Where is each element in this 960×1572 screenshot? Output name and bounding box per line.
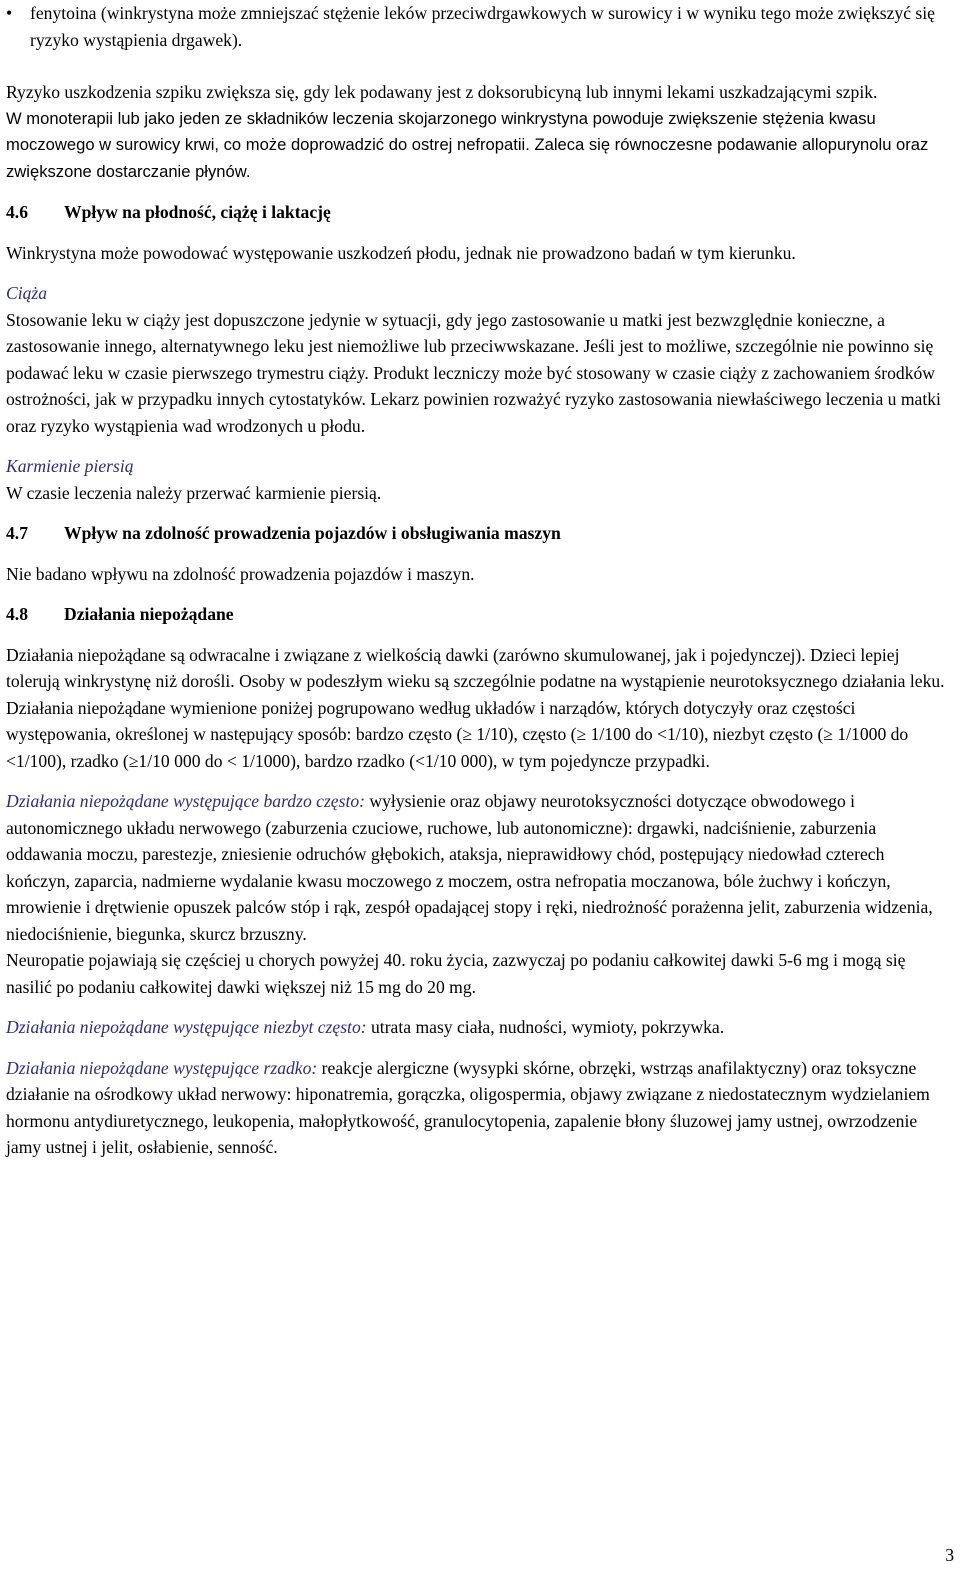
section-title: Wpływ na płodność, ciążę i laktację (64, 202, 331, 222)
section-number: 4.7 (6, 523, 28, 543)
uncommon-label: Działania niepożądane występujące niezbyt często: (6, 1017, 367, 1037)
neuropathy-paragraph: Neuropatie pojawiają się częściej u chorych powyżej 40. roku życia, zazwyczaj po podaniu całkowitej dawki 5-6 mg i mogą się nasilić po podaniu całkowitej dawki większej niż 15 mg do 20 mg. (6, 950, 906, 997)
interaction-bullet-item (6, 0, 952, 53)
section-title: Wpływ na zdolność prowadzenia pojazdów i obsługiwania maszyn (64, 523, 561, 543)
uncommon-effects-paragraph (6, 1014, 952, 1041)
pregnancy-subheading: Ciąża (6, 283, 48, 303)
uncommon-text: utrata masy ciała, nudności, wymioty, pokrzywka. (366, 1017, 725, 1037)
monotherapy-paragraph: W monoterapii lub jako jeden ze składników leczenia skojarzonego winkrystyna powoduje zwiększenie stężenia kwasu moczowego w surowicy krwi, co może doprowadzić do ostrej nefropatii. Zaleca się równoczesne podawanie allopurynolu oraz zwiększone dostarczanie płynów. (6, 108, 929, 181)
bullet-marker: • (6, 3, 13, 23)
section-4-6-heading (6, 199, 952, 226)
fertility-intro-paragraph: Winkrystyna może powodować występowanie uszkodzeń płodu, jednak nie prowadzono badań w tym kierunku. (6, 242, 796, 263)
section-number: 4.8 (6, 604, 28, 624)
page-number: 3 (945, 1544, 954, 1565)
rare-label: Działania niepożądane występujące rzadko: (6, 1057, 318, 1078)
rare-text: reakcje alergiczne (wysypki skórne, obrzęki, wstrząs anafilaktyczny) oraz toksyczne działanie na ośrodkowy układ nerwowy: hiponatremia, gorączka, oligospermia, objawy związane z niedostatecznym wydzielaniem hormonu antydiuretycznego, leukopenia, małopłytkowość, granulocytopenia, zapalenie błony śluzowej jamy ustnej, owrzodzenie jamy ustnej i jelit, osłabienie, senność. (6, 1057, 930, 1157)
driving-paragraph: Nie badano wpływu na zdolność prowadzenia pojazdów i maszyn. (6, 563, 475, 584)
very-common-label: Działania niepożądane występujące bardzo często: (6, 791, 365, 811)
bullet-text: fenytoina (winkrystyna może zmniejszać stężenie leków przeciwdrgawkowych w surowicy i w wyniku tego może zwiększyć się ryzyko wystąpienia drgawek). (30, 3, 935, 50)
very-common-text: wyłysienie oraz objawy neurotoksyczności dotyczące obwodowego i autonomicznego układu nerwowego (zaburzenia czuciowe, ruchowe, lub autonomiczne): drgawki, nadciśnienie, zaburzenia oddawania moczu, parestezje, zniesienie odruchów głębokich, ataksja, nieprawidłowy chód, postępujący niedowład czterech kończyn, zaparcia, nadmierne wydalanie kwasu moczowego z moczem, ostra nefropatia moczanowa, bóle żuchwy i kończyn, mrowienie i drętwienie opuszek palców stóp i rąk, zespół opadającej stopy i ręki, niedrożność porażenna jelit, zaburzenia widzenia, niedociśnienie, biegunka, skurcz brzuszny. (6, 791, 933, 944)
breastfeeding-paragraph: W czasie leczenia należy przerwać karmienie piersią. (6, 482, 382, 503)
adverse-effects-paragraph-2: Działania niepożądane wymienione poniżej pogrupowano według układów i narządów, których dotyczyły oraz częstości występowania, określonej w następujący sposób: bardzo często (≥ 1/10), często (≥ 1/100 do <1/10), niezbyt często (≥ 1/1000 do <1/100), rzadko (≥1/10 000 do < 1/1000), bardzo rzadko (<1/10 000), w tym pojedyncze przypadki. (6, 697, 909, 771)
document-page (6, 0, 952, 1161)
section-title: Działania niepożądane (64, 604, 234, 624)
pregnancy-paragraph: Stosowanie leku w ciąży jest dopuszczone jedynie w sytuacji, gdy jego zastosowanie u matki jest bezwzględnie konieczne, a zastosowanie innego, alternatywnego leku jest niemożliwe lub przeciwwskazane. Jeśli jest to możliwe, szczególnie nie powinno się podawać leku w czasie pierwszego trymestru ciąży. Produkt leczniczy może być stosowany w czasie ciąży z zachowaniem środków ostrożności, jak w przypadku innych cytostatyków. Lekarz powinien rozważyć ryzyko zastosowania niewłaściwego leczenia u matki oraz ryzyko wystąpienia wad wrodzonych u płodu. (6, 309, 941, 436)
very-common-effects-paragraph (6, 788, 952, 947)
section-4-8-heading (6, 601, 952, 628)
section-4-7-heading (6, 520, 952, 547)
bone-marrow-paragraph: Ryzyko uszkodzenia szpiku zwiększa się, gdy lek podawany jest z doksorubicyną lub innymi lekami uszkadzającymi szpik. (6, 82, 878, 102)
adverse-effects-paragraph-1: Działania niepożądane są odwracalne i związane z wielkością dawki (zarówno skumulowanej, jak i pojedynczej). Dzieci lepiej tolerują winkrystynę niż dorośli. Osoby w podeszłym wieku są szczególnie podatne na wystąpienie neurotoksycznego działania leku. (6, 644, 945, 691)
breastfeeding-subheading: Karmienie piersią (6, 456, 134, 476)
rare-effects-paragraph (6, 1055, 952, 1161)
section-number: 4.6 (6, 202, 28, 222)
